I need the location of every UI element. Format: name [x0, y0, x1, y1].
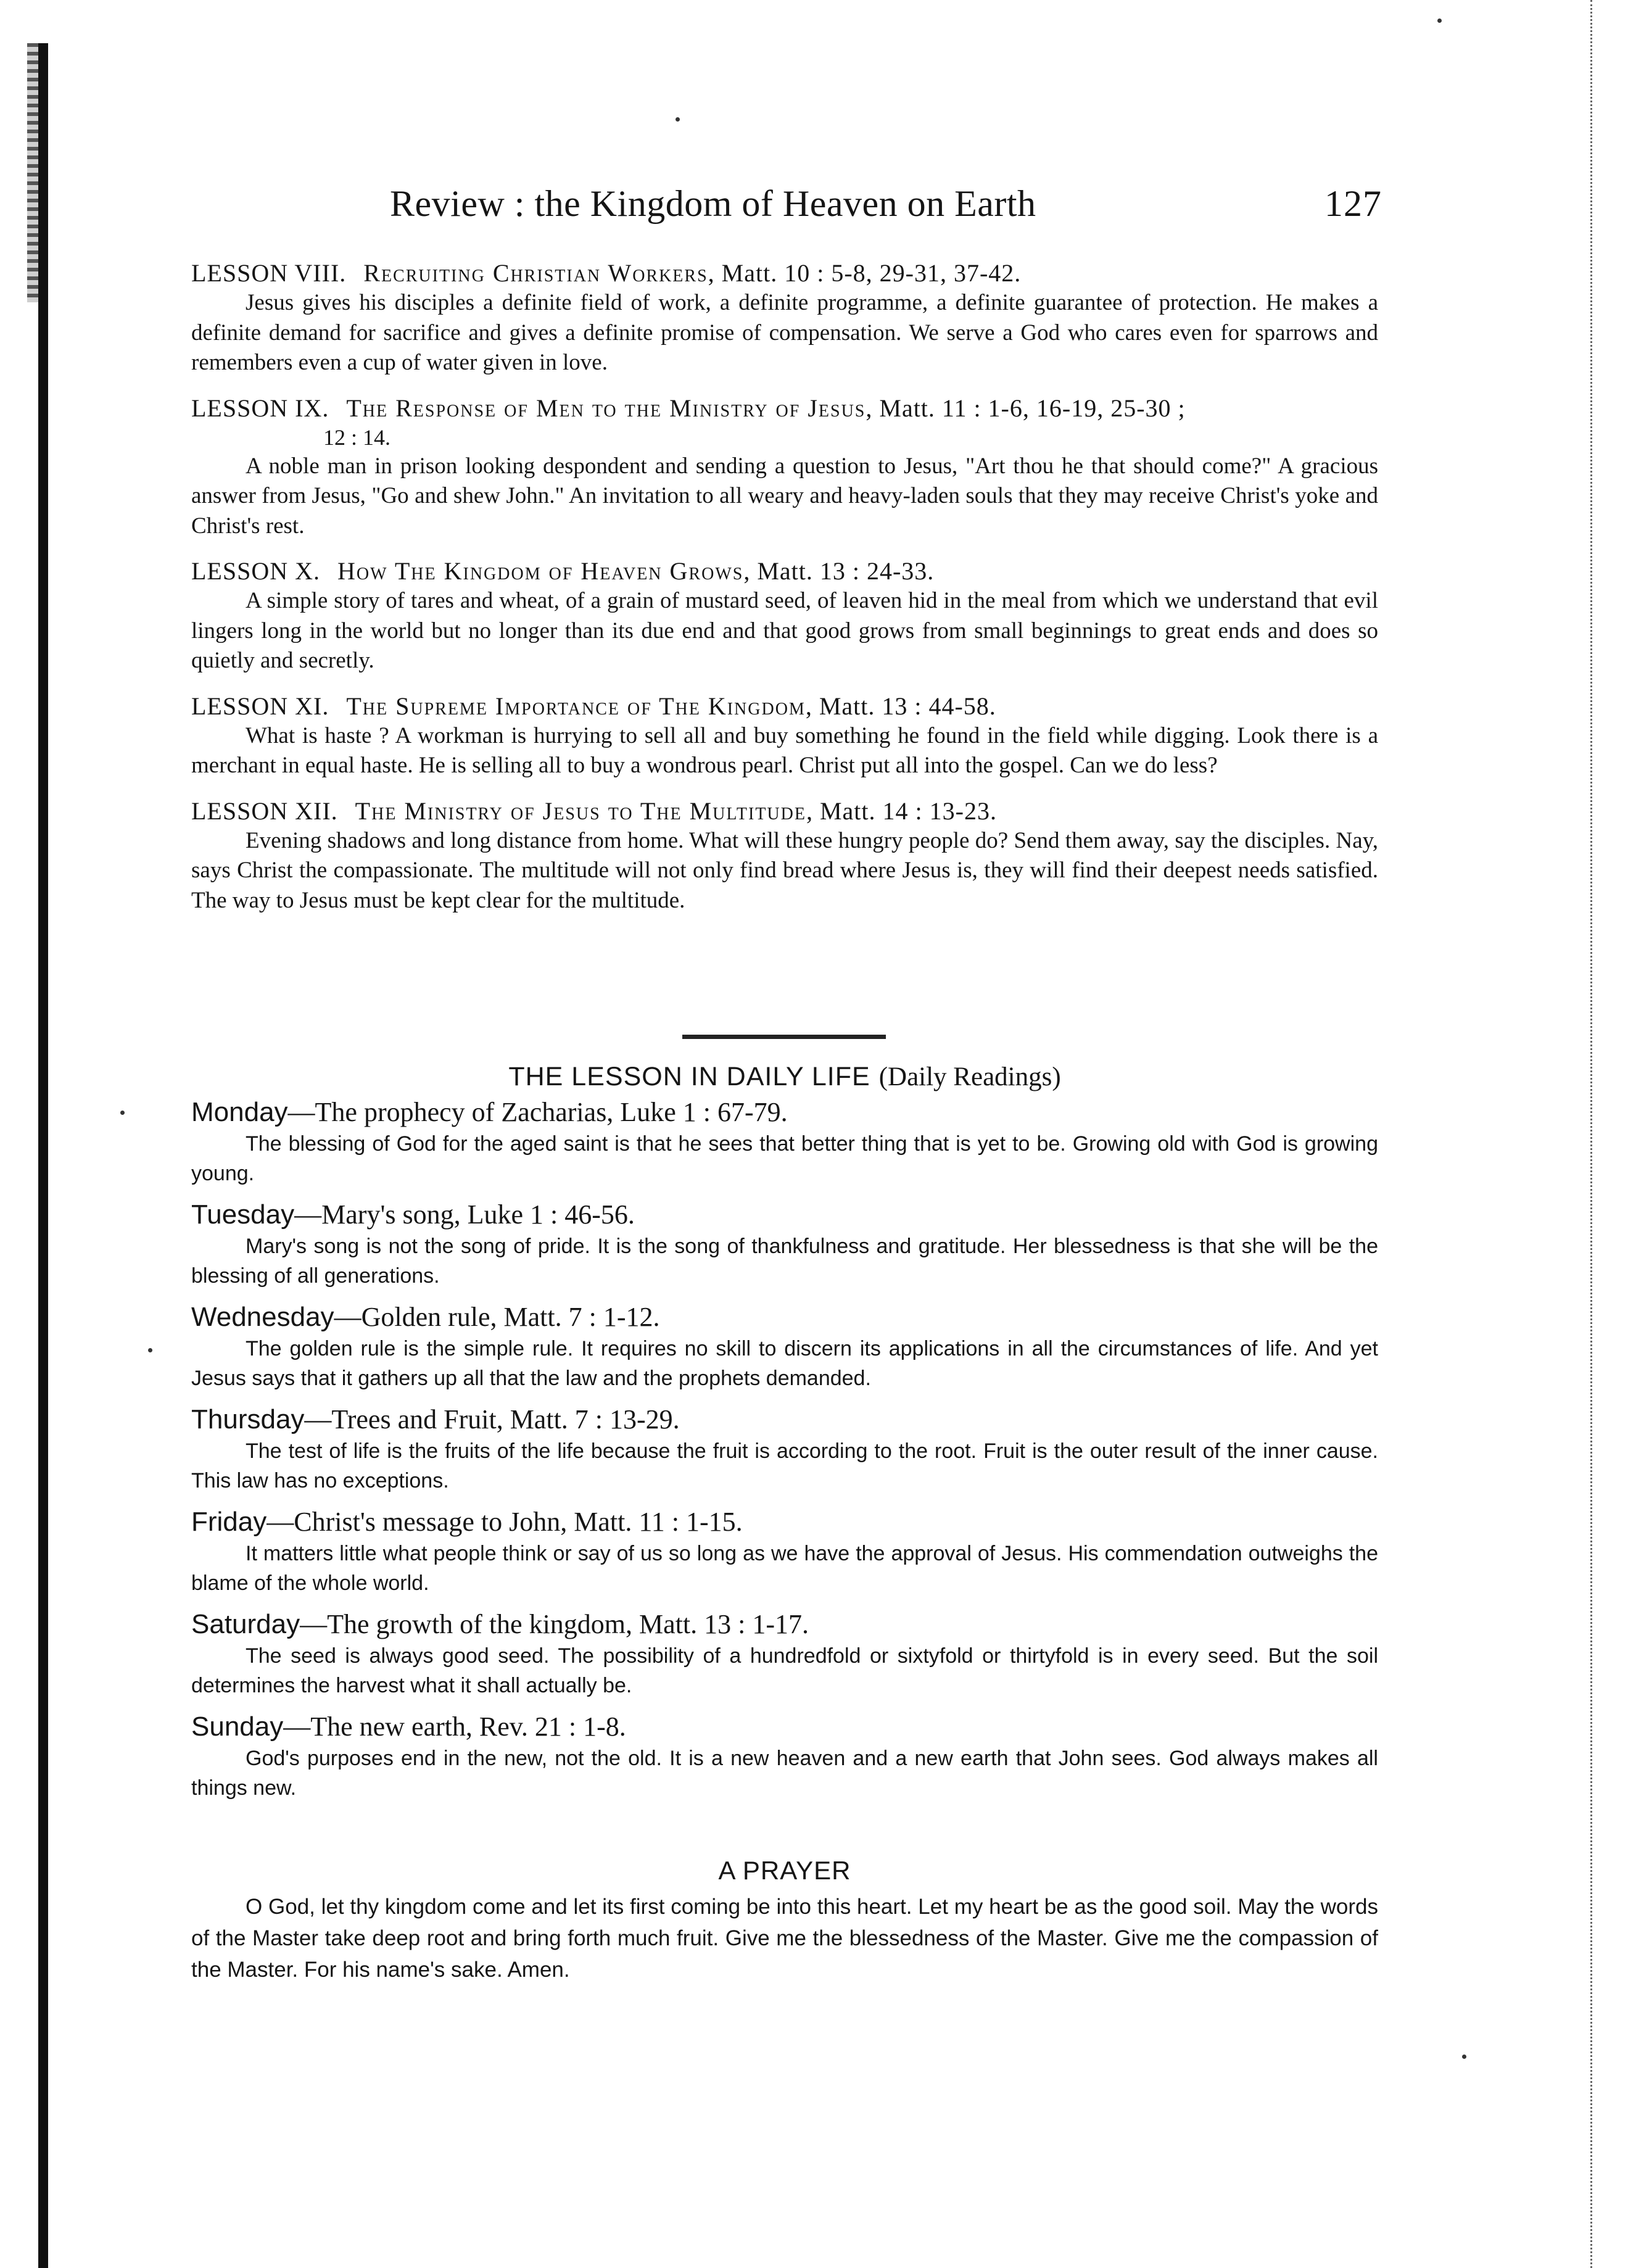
lesson-heading [191, 556, 1378, 586]
lesson-title: The Response of Men to the Ministry of Jesus, [346, 394, 874, 422]
daily-reading [191, 1198, 1378, 1291]
scan-speck [1462, 2055, 1466, 2059]
daily-reading [191, 1710, 1378, 1803]
scan-edge-left [38, 43, 48, 2268]
running-title: Review : the Kingdom of Heaven on Earth [390, 183, 1036, 224]
reading-topic: —The growth of the kingdom, Matt. 13 : 1-17. [300, 1609, 809, 1639]
lesson-number: LESSON IX. [191, 394, 329, 422]
daily-reading-heading [191, 1505, 1378, 1539]
weekday-label: Saturday [191, 1609, 300, 1639]
lesson-title: How The Kingdom of Heaven Grows, [337, 557, 751, 585]
daily-readings-list [191, 1096, 1378, 1813]
lesson-heading [191, 393, 1378, 423]
scan-speck [148, 1348, 152, 1352]
lesson-number: LESSON X. [191, 557, 321, 585]
lesson-reference: Matt. 13 : 24-33. [757, 557, 935, 585]
weekday-label: Wednesday [191, 1302, 334, 1332]
weekday-label: Tuesday [191, 1199, 295, 1230]
scan-speck [1437, 19, 1442, 23]
scan-edge-shadow [27, 43, 38, 302]
reading-topic: —The new earth, Rev. 21 : 1-8. [283, 1711, 626, 1742]
lesson-heading [191, 796, 1378, 826]
lesson-heading [191, 691, 1378, 721]
lesson-review-list [191, 258, 1378, 930]
weekday-label: Thursday [191, 1404, 305, 1434]
weekday-label: Monday [191, 1097, 288, 1127]
reading-topic: —Trees and Fruit, Matt. 7 : 13-29. [304, 1404, 680, 1434]
daily-reading-heading [191, 1301, 1378, 1334]
page-header [185, 183, 1382, 232]
lesson-entry [191, 258, 1378, 378]
lesson-summary: What is haste ? A workman is hurrying to sell all and buy something he found in the field while digging. Look there is a merchant in equal haste. He is selling all to buy a wondrous pearl. Christ put all into the gospel. Can we do less? [191, 722, 1378, 778]
lesson-entry [191, 691, 1378, 781]
daily-life-subtitle: (Daily Readings) [878, 1062, 1061, 1091]
lesson-summary: Jesus gives his disciples a definite field of work, a definite programme, a definite guarantee of protection. He makes a definite demand for sacrifice and gives a definite promise of compensation. We serve a God who cares even for sparrows and remembers even a cup of water given in love. [191, 290, 1378, 375]
lesson-number: LESSON VIII. [191, 259, 347, 287]
daily-life-heading [191, 1060, 1378, 1094]
reading-topic: —The prophecy of Zacharias, Luke 1 : 67-79. [287, 1097, 788, 1127]
daily-reading-heading [191, 1608, 1378, 1641]
reading-text: It matters little what people think or say of us so long as we have the approval of Jesus. His commendation outweighs the blame of the whole world. [191, 1542, 1378, 1595]
reading-topic: —Christ's message to John, Matt. 11 : 1-15. [267, 1507, 743, 1537]
lesson-reference: Matt. 11 : 1-6, 16-19, 25-30 ; [879, 394, 1186, 422]
reading-text: The seed is always good seed. The possibility of a hundredfold or sixtyfold or thirtyfold is in every seed. But the soil determines the harvest what it shall actually be. [191, 1644, 1378, 1697]
lesson-reference: Matt. 14 : 13-23. [819, 797, 997, 825]
reading-text: The test of life is the fruits of the life because the fruit is according to the root. Fruit is the outer result of the inner cause. This law has no exceptions. [191, 1439, 1378, 1492]
reading-text: Mary's song is not the song of pride. It is the song of thankfulness and gratitude. Her blessedness is that she will be the blessing of all generations. [191, 1235, 1378, 1288]
reading-text: The golden rule is the simple rule. It requires no skill to discern its applications in all the circumstances of life. And yet Jesus says that it gathers up all that the law and the prophets demanded. [191, 1337, 1378, 1390]
reading-text: The blessing of God for the aged saint is that he sees that better thing that is yet to be. Growing old with God is growing young. [191, 1132, 1378, 1185]
scan-edge-right [1590, 0, 1598, 2268]
page-number: 127 [1324, 183, 1382, 224]
daily-reading [191, 1096, 1378, 1188]
daily-reading-heading [191, 1403, 1378, 1436]
reading-text: God's purposes end in the new, not the old. It is a new heaven and a new earth that John sees. God always makes all things new. [191, 1747, 1378, 1800]
lesson-title: Recruiting Christian Workers, [363, 259, 716, 287]
daily-reading [191, 1403, 1378, 1496]
weekday-label: Sunday [191, 1711, 284, 1742]
lesson-heading [191, 258, 1378, 288]
lesson-reference-continued: 12 : 14. [323, 424, 391, 450]
lesson-entry [191, 796, 1378, 916]
weekday-label: Friday [191, 1507, 267, 1537]
section-divider [682, 1035, 886, 1039]
lesson-summary: Evening shadows and long distance from home. What will these hungry people do? Send them away, say the disciples. Nay, says Christ the compassionate. The multitude will not only find bread where Jesus is, they will find their deepest needs satisfied. The way to Jesus must be kept clear for the multitude. [191, 827, 1378, 913]
daily-reading-heading [191, 1710, 1378, 1744]
daily-reading [191, 1505, 1378, 1598]
daily-reading [191, 1301, 1378, 1393]
scan-speck [120, 1111, 125, 1115]
lesson-entry [191, 556, 1378, 676]
daily-reading [191, 1608, 1378, 1700]
lesson-reference: Matt. 10 : 5-8, 29-31, 37-42. [721, 259, 1022, 287]
daily-reading-heading [191, 1198, 1378, 1231]
scan-speck [676, 117, 680, 122]
lesson-entry [191, 393, 1378, 542]
lesson-number: LESSON XII. [191, 797, 338, 825]
lesson-number: LESSON XI. [191, 692, 329, 720]
reading-topic: —Mary's song, Luke 1 : 46-56. [294, 1199, 635, 1230]
lesson-title: The Ministry of Jesus to The Multitude, [355, 797, 814, 825]
prayer-text: O God, let thy kingdom come and let its first coming be into this heart. Let my heart be as the good soil. May the words of the Master take deep root and bring forth much fruit. Give me the blessedness of the Master. Give me the compassion of the Master. For his name's sake. Amen. [191, 1895, 1378, 1982]
daily-reading-heading [191, 1096, 1378, 1129]
lesson-summary: A simple story of tares and wheat, of a grain of mustard seed, of leaven hid in the meal from which we understand that evil lingers long in the world but no longer than its due end and that good grows from small beginnings to great ends and does so quietly and secretly. [191, 588, 1378, 673]
prayer-heading: A PRAYER [718, 1856, 851, 1885]
lesson-title: The Supreme Importance of The Kingdom, [346, 692, 813, 720]
daily-life-title: THE LESSON IN DAILY LIFE [508, 1062, 870, 1091]
lesson-summary: A noble man in prison looking despondent and sending a question to Jesus, "Art thou he that should come?" A gracious answer from Jesus, "Go and shew John." An invitation to all weary and heavy-laden souls that they may receive Christ's yoke and Christ's rest. [191, 453, 1378, 539]
reading-topic: —Golden rule, Matt. 7 : 1-12. [334, 1302, 660, 1332]
lesson-reference: Matt. 13 : 44-58. [819, 692, 996, 720]
